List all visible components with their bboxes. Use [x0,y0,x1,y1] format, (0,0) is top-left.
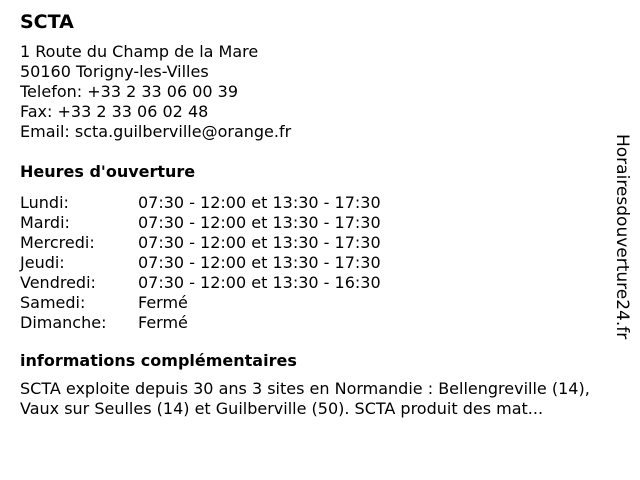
day-label: Samedi: [20,293,86,312]
site-watermark [602,134,640,344]
business-name: SCTA [20,11,74,33]
time-value: 07:30 - 12:00 et 13:30 - 17:30 [138,213,381,232]
business-listing [20,8,620,419]
hours-row-wednesday [20,233,620,253]
fax-line: Fax: +33 2 33 06 02 48 [20,102,209,121]
hours-row-tuesday [20,213,620,233]
time-value: 07:30 - 12:00 et 13:30 - 17:30 [138,193,381,212]
day-label: Mercredi: [20,233,95,252]
time-value: 07:30 - 12:00 et 13:30 - 17:30 [138,233,381,252]
info-heading: informations complémentaires [20,351,297,370]
address-line-2: 50160 Torigny-les-Villes [20,62,209,81]
time-value: 07:30 - 12:00 et 13:30 - 16:30 [138,273,381,292]
hours-row-friday [20,273,620,293]
phone-line: Telefon: +33 2 33 06 00 39 [20,82,239,101]
address-line-1: 1 Route du Champ de la Mare [20,42,259,61]
hours-row-sunday [20,313,620,333]
day-label: Dimanche: [20,313,107,332]
hours-row-monday [20,193,620,213]
hours-heading: Heures d'ouverture [20,162,196,181]
hours-row-saturday [20,293,620,313]
info-description: SCTA exploite depuis 30 ans 3 sites en Normandie : Bellengreville (14), Vaux sur Seulles (14) et Guilberville (50). SCTA produit des mat... [20,379,590,418]
contact-block [20,42,620,142]
email-line: Email: scta.guilberville@orange.fr [20,122,292,141]
time-value: 07:30 - 12:00 et 13:30 - 17:30 [138,253,381,272]
day-label: Mardi: [20,213,70,232]
hours-row-thursday [20,253,620,273]
time-value: Fermé [138,293,188,312]
day-label: Lundi: [20,193,69,212]
hours-table [20,193,620,333]
watermark-text: Horairesdouverture24.fr [612,134,632,340]
time-value: Fermé [138,313,188,332]
day-label: Vendredi: [20,273,96,292]
day-label: Jeudi: [20,253,65,272]
